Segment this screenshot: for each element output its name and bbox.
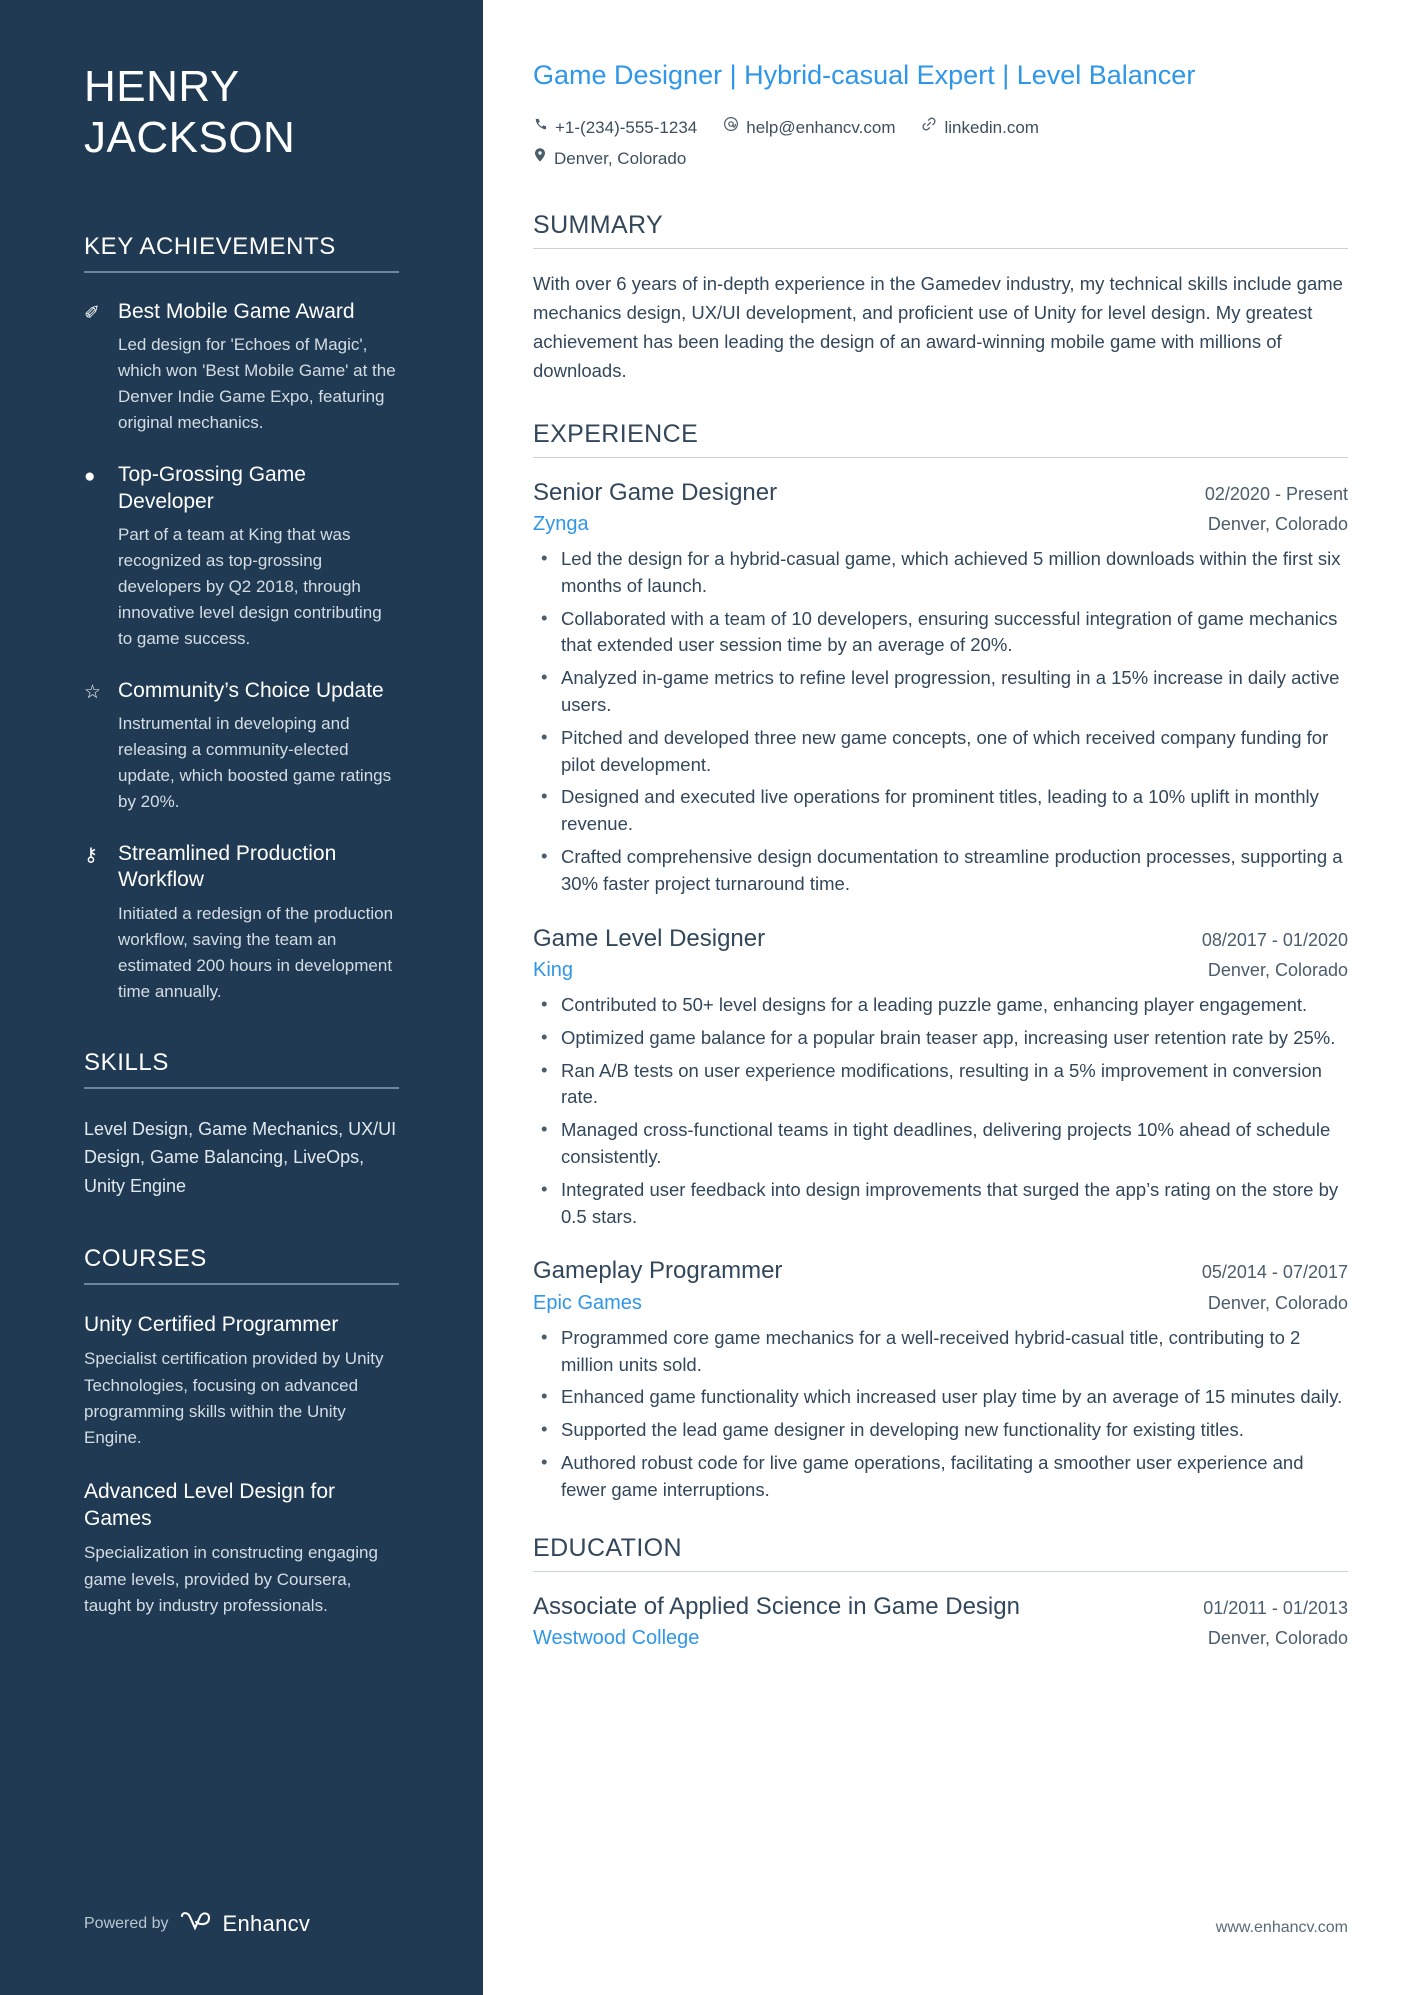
education-item bbox=[533, 1592, 1348, 1650]
link-icon bbox=[921, 113, 937, 143]
contact-location bbox=[533, 143, 686, 174]
achievement-item bbox=[84, 678, 399, 815]
achievement-description: Instrumental in developing and releasing a community-elected update, which boosted game ratings by 20%. bbox=[118, 714, 392, 812]
star-icon: ☆ bbox=[84, 681, 102, 703]
job-title: Game Level Designer bbox=[533, 924, 766, 952]
section-title-experience: EXPERIENCE bbox=[533, 419, 699, 448]
enhancv-logo-icon bbox=[179, 1910, 213, 1937]
contact-email[interactable] bbox=[723, 112, 895, 143]
experience-item bbox=[533, 478, 1348, 898]
job-company[interactable]: Zynga bbox=[533, 512, 589, 535]
section-title-courses: COURSES bbox=[84, 1245, 207, 1273]
achievement-description: Led design for 'Echoes of Magic', which won 'Best Mobile Game' at the Denver Indie Game Expo, featuring original mechanics. bbox=[118, 335, 396, 433]
job-company[interactable]: Epic Games bbox=[533, 1291, 642, 1314]
section-title-education: EDUCATION bbox=[533, 1533, 682, 1562]
email-value: help@enhancv.com bbox=[746, 117, 896, 137]
education-date: 01/2011 - 01/2013 bbox=[1203, 1597, 1348, 1618]
job-bullet: • Analyzed in-game metrics to refine level progression, resulting in a 15% increase in daily active users. bbox=[533, 665, 1348, 719]
course-description: Specialization in constructing engaging game levels, provided by Coursera, taught by industry professionals. bbox=[84, 1543, 378, 1616]
job-bullet: • Pitched and developed three new game concepts, one of which received company funding for pilot development. bbox=[533, 725, 1348, 779]
powered-by-label: Powered by bbox=[84, 1914, 169, 1932]
phone-value: +1-(234)-555-1234 bbox=[555, 117, 698, 137]
link-value: linkedin.com bbox=[944, 117, 1039, 137]
job-date: 05/2014 - 07/2017 bbox=[1201, 1262, 1348, 1283]
achievement-description: Part of a team at King that was recognized as top-grossing developers by Q2 2018, through innovative level design contributing to game success. bbox=[118, 524, 382, 648]
lightbulb-icon: ● bbox=[84, 466, 96, 488]
job-bullet: • Optimized game balance for a popular brain teaser app, increasing user retention rate by 25%. bbox=[533, 1025, 1348, 1052]
job-location: Denver, Colorado bbox=[1207, 1292, 1348, 1313]
job-bullet: • Programmed core game mechanics for a well-received hybrid-casual title, contributing to 2 million units sold. bbox=[533, 1325, 1348, 1379]
main-content bbox=[483, 0, 1410, 1995]
achievement-item bbox=[84, 299, 399, 436]
contact-phone bbox=[533, 112, 697, 143]
at-icon bbox=[723, 113, 739, 143]
job-location: Denver, Colorado bbox=[1207, 959, 1348, 980]
paintbrush-icon: ✐ bbox=[84, 303, 100, 325]
job-company[interactable]: King bbox=[533, 958, 574, 981]
divider bbox=[533, 1571, 1348, 1572]
job-bullet: • Contributed to 50+ level designs for a leading puzzle game, enhancing player engagement. bbox=[533, 992, 1348, 1019]
job-bullet: • Collaborated with a team of 10 developers, ensuring successful integration of game mechanics that extended user session time by an average of 20%. bbox=[533, 606, 1348, 660]
job-bullet: • Designed and executed live operations for prominent titles, leading to a 10% uplift in monthly revenue. bbox=[533, 784, 1348, 838]
course-title: Unity Certified Programmer bbox=[84, 1313, 339, 1337]
courses-section bbox=[84, 1245, 399, 1619]
divider bbox=[533, 248, 1348, 249]
degree-title: Associate of Applied Science in Game Design bbox=[533, 1592, 1020, 1620]
job-bullet: • Supported the lead game designer in developing new functionality for existing titles. bbox=[533, 1417, 1348, 1444]
job-bullet: • Integrated user feedback into design improvements that surged the app’s rating on the store by 0.5 stars. bbox=[533, 1177, 1348, 1231]
achievement-item bbox=[84, 841, 399, 1005]
divider bbox=[84, 1283, 399, 1285]
job-bullets bbox=[533, 992, 1348, 1231]
achievement-title: Community’s Choice Update bbox=[118, 678, 384, 702]
contact-info bbox=[533, 112, 1348, 175]
job-bullet: • Authored robust code for live game operations, facilitating a smoother user experience and fewer game interruptions. bbox=[533, 1450, 1348, 1504]
powered-by bbox=[84, 1910, 310, 1937]
job-bullet: • Crafted comprehensive design documentation to streamline production processes, supporting a 30% faster project turnaround time. bbox=[533, 844, 1348, 898]
job-date: 02/2020 - Present bbox=[1204, 483, 1348, 504]
key-achievements-section bbox=[84, 233, 399, 1005]
skills-section bbox=[84, 1049, 399, 1201]
education-section bbox=[533, 1534, 1348, 1650]
divider bbox=[84, 271, 399, 273]
job-location: Denver, Colorado bbox=[1207, 513, 1348, 534]
school-name[interactable]: Westwood College bbox=[533, 1626, 700, 1649]
experience-section bbox=[533, 420, 1348, 1504]
job-title: Gameplay Programmer bbox=[533, 1257, 783, 1285]
section-title-summary: SUMMARY bbox=[533, 210, 664, 239]
phone-icon bbox=[533, 113, 548, 143]
course-item bbox=[84, 1478, 399, 1620]
job-bullet: • Ran A/B tests on user experience modifications, resulting in a 5% improvement in conversion rate. bbox=[533, 1058, 1348, 1112]
job-title: Senior Game Designer bbox=[533, 478, 778, 506]
job-bullets bbox=[533, 1325, 1348, 1504]
summary-section bbox=[533, 211, 1348, 386]
experience-item bbox=[533, 1256, 1348, 1503]
location-pin-icon bbox=[533, 144, 547, 174]
school-location: Denver, Colorado bbox=[1207, 1627, 1348, 1648]
section-title-skills: SKILLS bbox=[84, 1048, 169, 1076]
divider bbox=[533, 457, 1348, 458]
job-date: 08/2017 - 01/2020 bbox=[1201, 929, 1348, 950]
people-icon: ⚷ bbox=[84, 845, 98, 867]
name-last: JACKSON bbox=[84, 112, 296, 162]
name-first: HENRY bbox=[84, 62, 240, 111]
candidate-name bbox=[84, 62, 399, 163]
job-bullet: • Led the design for a hybrid-casual game, which achieved 5 million downloads within the first six months of launch. bbox=[533, 546, 1348, 600]
course-title: Advanced Level Design for Games bbox=[84, 1479, 335, 1531]
summary-text: With over 6 years of in-depth experience in the Gamedev industry, my technical skills include game mechanics design, UX/UI development, and proficient use of Unity for level design. My greatest achievement has been leading the design of an award-winning mobile game with millions of downloads. bbox=[533, 272, 1343, 382]
location-value: Denver, Colorado bbox=[554, 149, 687, 169]
achievement-title: Best Mobile Game Award bbox=[118, 300, 355, 324]
course-item bbox=[84, 1311, 399, 1452]
course-description: Specialist certification provided by Unity Technologies, focusing on advanced programming skills within the Unity Engine. bbox=[84, 1349, 384, 1448]
job-bullets bbox=[533, 546, 1348, 898]
headline: Game Designer | Hybrid-casual Expert | Level Balancer bbox=[533, 60, 1196, 90]
footer-website-url[interactable]: www.enhancv.com bbox=[1215, 1919, 1348, 1936]
contact-link[interactable] bbox=[921, 112, 1039, 143]
achievement-item bbox=[84, 462, 399, 652]
divider bbox=[84, 1087, 399, 1089]
skills-list: Level Design, Game Mechanics, UX/UI Design, Game Balancing, LiveOps, Unity Engine bbox=[84, 1118, 397, 1197]
achievement-title: Streamlined Production Workflow bbox=[118, 842, 337, 892]
experience-item bbox=[533, 924, 1348, 1231]
section-title-key-achievements: KEY ACHIEVEMENTS bbox=[84, 233, 336, 261]
achievement-description: Initiated a redesign of the production workflow, saving the team an estimated 200 hours in development time annually. bbox=[118, 903, 394, 1001]
powered-by-brand: Enhancv bbox=[222, 1910, 311, 1936]
sidebar bbox=[0, 0, 483, 1995]
job-bullet: • Managed cross-functional teams in tight deadlines, delivering projects 10% ahead of schedule consistently. bbox=[533, 1117, 1348, 1171]
job-bullet: • Enhanced game functionality which increased user play time by an average of 15 minutes daily. bbox=[533, 1384, 1348, 1411]
achievement-title: Top-Grossing Game Developer bbox=[118, 463, 306, 513]
